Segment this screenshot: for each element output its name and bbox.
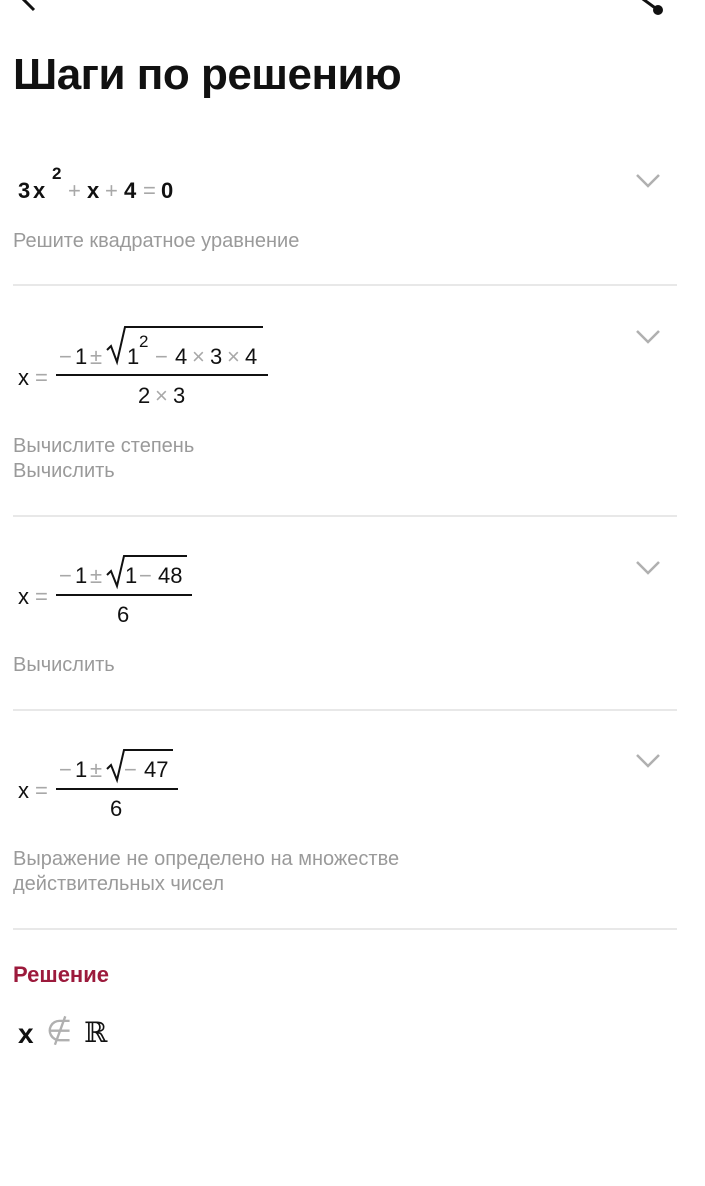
step-2-description-1: Вычислите степень — [13, 435, 195, 457]
step2-num-minus: − — [155, 344, 168, 369]
step-4-description-1: Выражение не определено на множестве — [13, 848, 400, 870]
chevron-down-icon[interactable] — [634, 752, 662, 770]
step3-num-one: 1 — [75, 563, 88, 588]
divider — [13, 928, 677, 930]
step3-num-neg: − — [59, 563, 72, 588]
step4-num-val: 47 — [144, 757, 169, 782]
share-icon[interactable] — [628, 0, 668, 20]
eq1-const: 4 — [124, 178, 137, 203]
divider — [13, 284, 677, 286]
step4-num-one: 1 — [75, 757, 88, 782]
step3-num-minus: − — [139, 563, 152, 588]
step4-den: 6 — [110, 796, 123, 821]
step2-den-a: 2 — [138, 383, 151, 408]
eq1-coef: 3 — [18, 178, 31, 203]
page-title: Шаги по решению — [13, 50, 402, 99]
eq1-var: x — [33, 178, 46, 203]
step3-eq: = — [35, 584, 48, 609]
step-2-description-2: Вычислить — [13, 460, 115, 482]
step2-num-neg: − — [59, 344, 72, 369]
chevron-down-icon[interactable] — [634, 328, 662, 346]
step4-lhs: x — [18, 778, 29, 803]
solution-set: ℝ — [84, 1016, 108, 1049]
step4-num-minus: − — [124, 757, 137, 782]
top-bar — [0, 0, 705, 30]
step2-num-one: 1 — [75, 344, 88, 369]
eq1-plus2: + — [105, 178, 118, 203]
step2-num-exp: 2 — [139, 332, 149, 351]
fraction-bar — [56, 594, 192, 596]
solution-variable: x — [18, 1018, 34, 1049]
eq1-rhs: 0 — [161, 178, 174, 203]
divider — [13, 515, 677, 517]
step2-num-t2: × — [227, 344, 240, 369]
step3-num-b: 48 — [158, 563, 183, 588]
step2-num-t1: × — [192, 344, 205, 369]
step2-den-times: × — [155, 383, 168, 408]
step4-num-pm: ± — [90, 757, 103, 782]
step3-den: 6 — [117, 602, 130, 627]
step2-num-pm: ± — [90, 344, 103, 369]
step2-num-b: 3 — [210, 344, 223, 369]
step4-num-neg: − — [59, 757, 72, 782]
solution-title: Решение — [13, 962, 109, 987]
step-4-description-2: действительных чисел — [13, 873, 225, 895]
step3-num-a: 1 — [125, 563, 138, 588]
step2-num-a: 4 — [175, 344, 188, 369]
chevron-down-icon[interactable] — [634, 559, 662, 577]
step3-lhs: x — [18, 584, 29, 609]
eq1-x: x — [87, 178, 100, 203]
step3-num-pm: ± — [90, 563, 103, 588]
eq1-exp: 2 — [52, 164, 62, 183]
fraction-bar — [56, 374, 268, 376]
step-1-description: Решите квадратное уравнение — [13, 230, 300, 252]
step2-den-b: 3 — [173, 383, 186, 408]
solution-relation: ∉ — [46, 1015, 73, 1048]
fraction-bar — [56, 788, 178, 790]
step2-eq: = — [35, 365, 48, 390]
step-3-description: Вычислить — [13, 654, 115, 676]
eq1-eq: = — [143, 178, 156, 203]
eq1-plus1: + — [68, 178, 81, 203]
divider — [13, 709, 677, 711]
step2-num-c: 4 — [245, 344, 258, 369]
chevron-down-icon[interactable] — [634, 172, 662, 190]
back-arrow-icon[interactable] — [14, 0, 44, 14]
step4-eq: = — [35, 778, 48, 803]
step2-num-base: 1 — [127, 344, 140, 369]
step2-lhs: x — [18, 365, 29, 390]
